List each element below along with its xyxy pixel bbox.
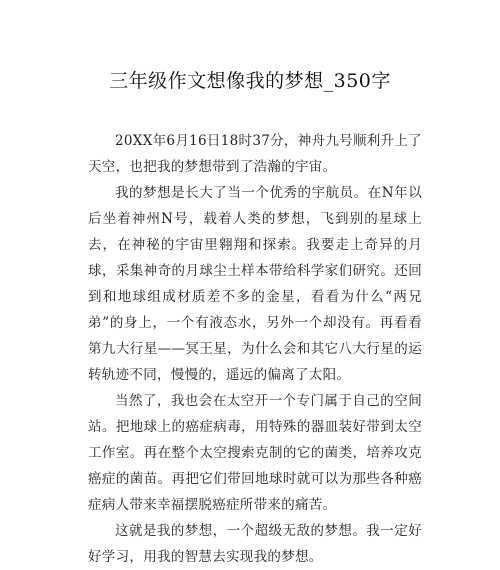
paragraph-3: 当然了，我也会在太空开一个专门属于自己的空间站。把地球上的癌症病毒，用特殊的器皿装好带到太空工作室。再在整个太空搜索克制的它的菌类，培养攻克癌症的菌苗。再把它们带回地球时就可以为那些各种癌症病人带来幸福摆脱癌症所带来的痛苦。 (88, 393, 422, 513)
paragraph-4: 这就是我的梦想，一个超级无敌的梦想。我一定好好学习，用我的智慧去实现我的梦想。 (88, 523, 422, 565)
document-title: 三年级作文想像我的梦想_350字 (109, 70, 391, 92)
paragraph-1: 20XX年6月16日18时37分，神舟九号顺利升上了天空，也把我的梦想带到了浩瀚的宇宙。 (88, 133, 422, 175)
paragraph-2: 我的梦想是长大了当一个优秀的宇航员。在N年以后坐着神州N号，载着人类的梦想，飞到别的星球上去，在神秘的宇宙里翱翔和探索。我要走上奇异的月球，采集神奇的月球尘土样本带给科学家们研究。还回到和地球组成材质差不多的金星，看看为什么“两兄弟”的身上，一个有液态水，另外一个却没有。再看看第九大行星——冥王星，为什么会和其它八大行星的运转轨迹不同，慢慢的，遥远的偏离了太阳。 (88, 185, 422, 383)
document-body (88, 128, 422, 570)
